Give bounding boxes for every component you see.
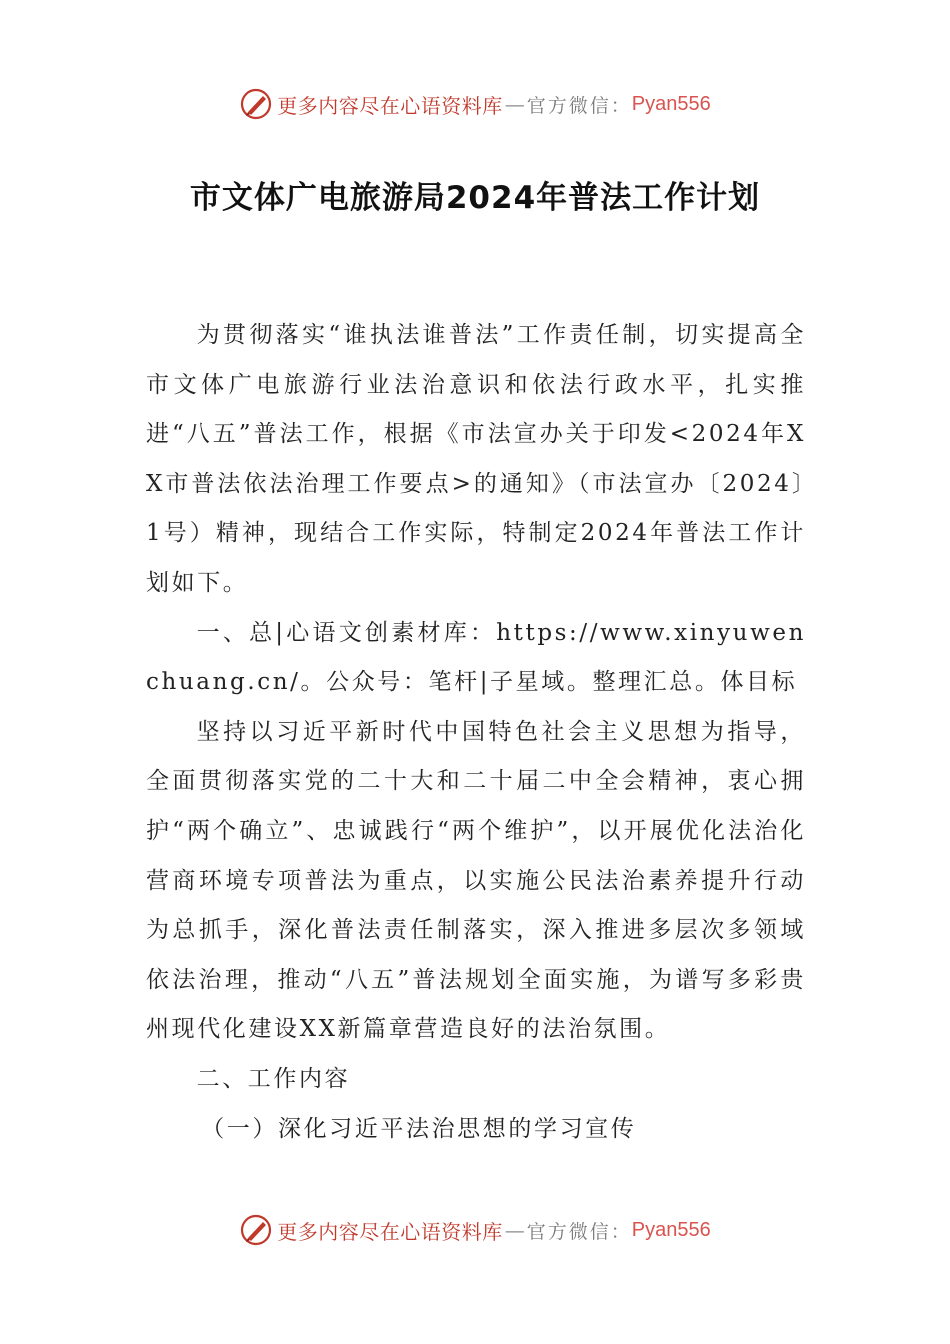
- document-title: 市文体广电旅游局2024年普法工作计划: [189, 180, 761, 216]
- paragraph-subsection-one-heading: （一）深化习近平法治思想的学习宣传: [201, 1115, 637, 1142]
- document-body: [146, 311, 806, 1154]
- watermark-dash: —: [504, 92, 525, 116]
- footer-watermark-banner: [0, 1210, 950, 1250]
- watermark-dash: —: [504, 1218, 525, 1242]
- header-watermark-banner: [0, 84, 950, 124]
- paragraph-intro: 为贯彻落实“谁执法谁普法”工作责任制，切实提高全市文体广电旅游行业法治意识和依法行政水平，扎实推进“八五”普法工作，根据《市法宣办关于印发<2024年XX市普法依法治理工作要点>的通知》（市法宣办〔2024〕1号）精神，现结合工作实际，特制定2024年普法工作计划如下。: [146, 322, 806, 596]
- paragraph-section-two-heading: 二、工作内容: [196, 1065, 351, 1092]
- watermark-handle: Pyan556: [631, 1218, 711, 1241]
- pen-seal-logo-icon: [239, 1213, 273, 1247]
- watermark-handle: Pyan556: [631, 92, 711, 115]
- watermark-text: 更多内容尽在心语资料库: [277, 93, 503, 118]
- watermark-text: 更多内容尽在心语资料库: [277, 1219, 503, 1244]
- paragraph-section-one-heading: 一、总|心语文创素材库：https://www.xinyuwenchuang.cn/。公众号：笔杆|子星域。整理汇总。体目标: [146, 619, 806, 696]
- watermark-label: 官方微信：: [526, 94, 632, 117]
- pen-seal-logo-icon: [239, 87, 273, 121]
- watermark-label: 官方微信：: [526, 1220, 632, 1243]
- paragraph-overall-goal: 坚持以习近平新时代中国特色社会主义思想为指导，全面贯彻落实党的二十大和二十届二中全会精神，衷心拥护“两个确立”、忠诚践行“两个维护”，以开展优化法治化营商环境专项普法为重点，以实施公民法治素养提升行动为总抓手，深化普法责任制落实，深入推进多层次多领域依法治理，推动“八五”普法规划全面实施，为谱写多彩贵州现代化建设XX新篇章营造良好的法治氛围。: [146, 718, 806, 1043]
